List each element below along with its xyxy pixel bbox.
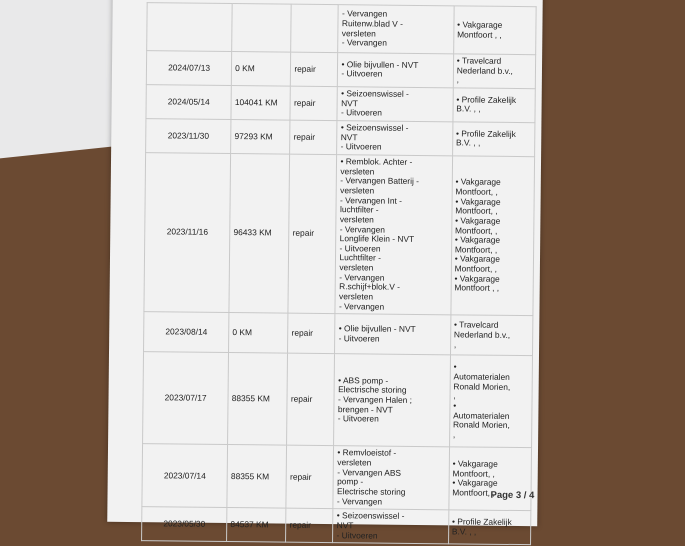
workshop-line: Montfoort, , <box>452 487 495 498</box>
workshop-line: Montfoort , , <box>457 28 502 40</box>
description-line: - Uitvoeren <box>339 242 381 254</box>
workshop-line: , <box>453 390 456 401</box>
workshop-line: B.V. , , <box>451 526 477 537</box>
document-sheet <box>107 0 543 541</box>
workshop-line: • Vakgarage <box>455 215 501 226</box>
table-row <box>144 312 533 356</box>
description-line: Electrische storing <box>336 486 406 497</box>
workshop-line: • Profile Zakelijk <box>456 94 517 105</box>
workshop-line: Nederland b.v., <box>456 65 513 76</box>
description-line: • Seizoenswissel - <box>341 88 409 99</box>
description-line: - Uitvoeren <box>340 141 382 152</box>
workshop-line: • Vakgarage <box>457 19 503 30</box>
workshop-line: • Vakgarage <box>454 253 500 265</box>
workshop-cell <box>452 122 535 157</box>
description-line: Ruitenw.blad V - <box>341 18 403 29</box>
workshop-cell <box>449 447 535 511</box>
workshop-line: • Vakgarage <box>454 273 500 284</box>
description-line: Electrische storing <box>338 384 407 396</box>
description-line: versleten <box>341 27 376 39</box>
description-line: pomp - <box>337 476 364 487</box>
workshop-line: , <box>452 429 456 440</box>
workshop-line: Montfoort, , <box>455 186 498 197</box>
workshop-line: • Profile Zakelijk <box>456 128 516 139</box>
description-cell <box>335 155 452 316</box>
description-line: versleten <box>339 213 374 225</box>
description-cell <box>333 509 449 544</box>
description-line: - Vervangen Halen ; <box>337 394 413 405</box>
description-line: versleten <box>340 185 375 196</box>
description-line: versleten <box>337 457 372 468</box>
workshop-cell <box>453 54 536 89</box>
table-row <box>146 119 535 157</box>
description-cell <box>338 53 454 88</box>
date-cell: 2024/05/14 <box>146 85 232 120</box>
description-line: Luchtfilter - <box>339 252 381 264</box>
description-line: NVT <box>341 97 358 108</box>
workshop-line: • Vakgarage <box>455 195 501 207</box>
workshop-line: • <box>453 361 457 372</box>
workshop-line: • Vakgarage <box>452 477 498 489</box>
description-line: - Vervangen <box>339 271 385 283</box>
mileage-cell: 88355 KM <box>228 353 288 446</box>
description-line: versleten <box>339 262 374 273</box>
date-cell: 2023/11/16 <box>144 153 231 313</box>
mileage-cell: 0 KM <box>229 313 289 354</box>
type-cell: repair <box>286 446 334 509</box>
mileage-cell: 84537 KM <box>227 508 286 543</box>
workshop-line: B.V. , , <box>455 137 481 149</box>
workshop-line: Montfoort, , <box>454 244 498 255</box>
workshop-line: Montfoort, , <box>454 263 498 274</box>
date-cell <box>147 3 233 52</box>
date-cell: 2023/08/14 <box>144 312 230 353</box>
description-cell <box>335 314 451 355</box>
description-line: NVT <box>336 520 354 531</box>
description-line: - Uitvoeren <box>337 413 379 424</box>
workshop-line: • <box>453 400 457 411</box>
workshop-line: • Vakgarage <box>454 234 501 245</box>
type-cell: repair <box>290 120 337 154</box>
workshop-line: Ronald Morien, <box>452 419 510 431</box>
table-row <box>146 51 535 89</box>
type-cell: repair <box>287 354 335 446</box>
date-cell: 2023/07/14 <box>142 444 228 508</box>
workshop-cell <box>449 355 532 448</box>
type-cell <box>291 4 339 52</box>
workshop-line: Automaterialen <box>453 409 510 421</box>
workshop-line: Ronald Morien, <box>453 380 511 392</box>
description-cell <box>334 354 450 447</box>
workshop-cell <box>453 6 536 55</box>
date-cell: 2023/07/17 <box>143 352 229 445</box>
table-row <box>144 153 535 317</box>
mileage-cell: 97293 KM <box>231 119 290 154</box>
description-line: - Vervangen <box>336 495 383 507</box>
description-line: versleten <box>340 165 375 177</box>
workshop-line: • Profile Zakelijk <box>451 516 512 528</box>
description-line: brengen - NVT <box>337 403 393 415</box>
workshop-line: B.V. , , <box>456 103 481 115</box>
description-line: - Vervangen Int - <box>340 194 403 206</box>
workshop-cell <box>453 88 536 123</box>
workshop-line: • Travelcard <box>456 55 502 66</box>
description-line: - Vervangen <box>338 300 385 312</box>
description-line: R.schijf+blok.V - <box>339 281 400 293</box>
description-line: Longlife Klein - NVT <box>339 233 415 245</box>
description-line: - Uitvoeren <box>341 68 383 80</box>
table-row <box>142 507 531 545</box>
description-line: luchtfilter - <box>339 204 379 215</box>
workshop-line: Nederland b.v., <box>453 329 511 341</box>
workshop-line: • Vakgarage <box>455 176 501 188</box>
workshop-cell <box>451 156 535 316</box>
table-row <box>146 85 535 123</box>
description-line: - Uitvoeren <box>338 333 380 344</box>
description-line: - Vervangen ABS <box>337 466 402 478</box>
date-cell: 2023/05/30 <box>142 507 228 542</box>
mileage-cell: 88355 KM <box>227 445 287 509</box>
mileage-cell: 96433 KM <box>229 153 290 313</box>
type-cell: repair <box>291 52 338 86</box>
workshop-cell <box>448 510 531 545</box>
date-cell: 2023/11/30 <box>146 119 232 154</box>
table-row <box>143 352 533 448</box>
description-line: • Seizoenswissel - <box>336 510 405 522</box>
type-cell: repair <box>286 508 333 542</box>
date-cell: 2024/07/13 <box>146 51 232 86</box>
description-cell <box>337 87 453 122</box>
description-cell <box>338 5 454 54</box>
description-line: - Vervangen <box>341 8 388 19</box>
description-line: • Seizoenswissel - <box>340 122 409 133</box>
table-row <box>147 3 536 55</box>
workshop-line: Montfoort, , <box>455 224 498 236</box>
mileage-cell: 0 KM <box>232 52 291 87</box>
mileage-cell: 104041 KM <box>231 85 290 120</box>
description-line: - Uitvoeren <box>336 529 378 541</box>
workshop-line: Automaterialen <box>453 371 510 382</box>
description-line: - Vervangen <box>341 37 387 48</box>
description-line: • Olie bijvullen - NVT <box>338 323 416 335</box>
workshop-line: Montfoort , , <box>454 282 500 294</box>
service-history-table <box>141 2 537 545</box>
description-line: • Olie bijvullen - NVT <box>341 58 419 70</box>
workshop-cell <box>450 315 533 356</box>
workshop-line: Montfoort, , <box>455 205 498 216</box>
description-line: • Remvloeistof - <box>337 447 397 459</box>
table-row <box>142 444 532 511</box>
description-cell <box>337 121 453 156</box>
type-cell: repair <box>290 86 337 120</box>
description-line: - Vervangen Batterij - <box>340 175 420 187</box>
description-line: versleten <box>339 291 374 302</box>
description-line: - Uitvoeren <box>340 107 383 118</box>
description-cell <box>333 446 449 510</box>
workshop-line: • Travelcard <box>454 319 499 331</box>
description-line: - Vervangen <box>339 223 386 235</box>
workshop-line: • Vakgarage <box>452 458 498 469</box>
workshop-line: , <box>453 339 457 350</box>
workshop-line: Montfoort, , <box>452 468 495 479</box>
type-cell: repair <box>288 314 336 354</box>
mileage-cell <box>232 4 292 53</box>
workshop-line: , <box>456 74 460 85</box>
page-number: Page 3 / 4 <box>490 489 535 502</box>
description-line: • Remblok. Achter - <box>340 156 413 167</box>
description-line: NVT <box>340 131 358 142</box>
type-cell: repair <box>288 154 337 314</box>
description-line: • ABS pomp - <box>338 374 389 386</box>
